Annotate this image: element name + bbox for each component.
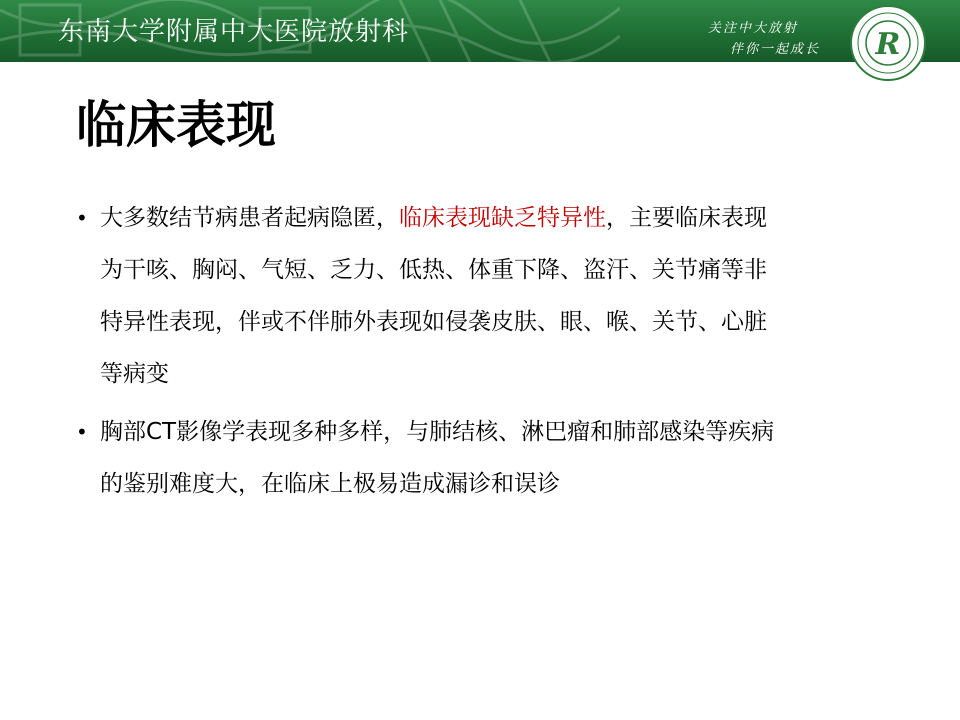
bullet-line: 特异性表现，伴或不伴肺外表现如侵袭皮肤、眼、喉、关节、心脏 (100, 309, 767, 335)
bullet-line: 大多数结节病患者起病隐匿，临床表现缺乏特异性，主要临床表现 (100, 205, 767, 231)
hospital-logo (848, 4, 928, 82)
slogan-line-2: 伴你一起成长 (730, 42, 821, 57)
slogan-line-1: 关注中大放射 (708, 21, 799, 36)
bullet-list (72, 192, 902, 516)
slide-title: 临床表现 (76, 96, 276, 154)
bullet-item-2 (72, 406, 902, 510)
bullet-line: 的鉴别难度大，在临床上极易造成漏诊和误诊 (100, 471, 560, 497)
bullet-line: 胸部CT影像学表现多种多样，与肺结核、淋巴瘤和肺部感染等疾病 (100, 419, 775, 445)
logo-letter: R (875, 27, 901, 62)
institution-title: 东南大学附属中大医院放射科 (58, 17, 410, 47)
bullet-line: 等病变 (100, 361, 169, 387)
highlight-text: 临床表现缺乏特异性 (399, 205, 606, 231)
bullet-marker: • (76, 206, 88, 230)
bullet-marker: • (76, 420, 88, 444)
bullet-item-1 (72, 192, 902, 400)
header-bar (0, 0, 960, 62)
bullet-line: 为干咳、胸闷、气短、乏力、低热、体重下降、盗汗、关节痛等非 (100, 257, 767, 283)
